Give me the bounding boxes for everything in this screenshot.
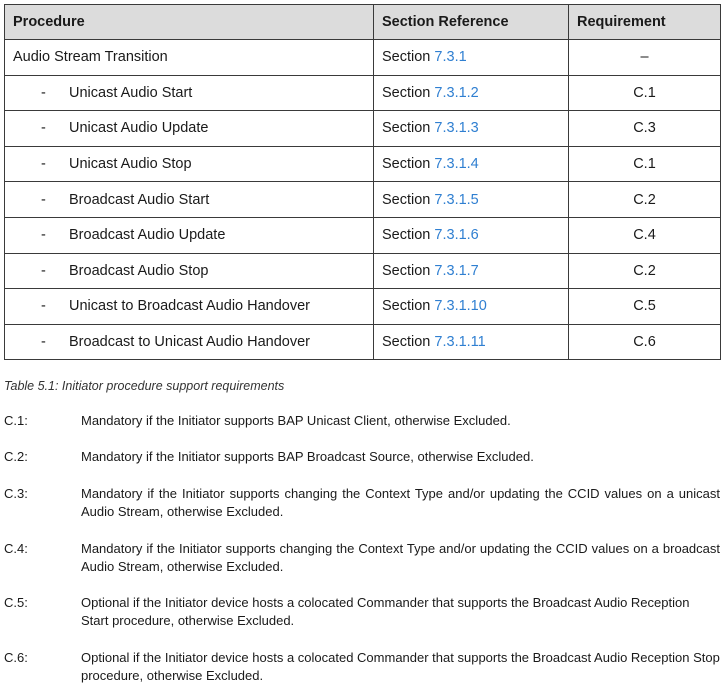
condition-text: Optional if the Initiator device hosts a colocated Commander that supports the Broadcast Audio Reception Start procedure, otherwise Excluded. — [81, 595, 690, 628]
section-cell — [374, 40, 569, 76]
list-dash: - — [41, 191, 46, 208]
condition-text: Mandatory if the Initiator supports changing the Context Type and/or updating the CCID values on a broadcast Audio Stream, otherwise Excluded. — [81, 541, 720, 574]
requirement-cell: – — [569, 40, 721, 76]
section-prefix: Section — [382, 49, 431, 66]
table-row — [5, 289, 721, 325]
condition-code: C.3: — [4, 486, 28, 501]
table-row — [5, 182, 721, 218]
procedure-name: Unicast to Broadcast Audio Handover — [69, 298, 310, 315]
section-link[interactable]: 7.3.1.6 — [434, 227, 479, 244]
requirement-cell: C.6 — [569, 324, 721, 360]
condition-code: C.5: — [4, 595, 28, 610]
list-dash: - — [41, 298, 46, 315]
list-dash: - — [41, 227, 46, 244]
requirement-column-header: Requirement — [569, 5, 721, 40]
table-row — [5, 40, 721, 76]
list-dash: - — [41, 262, 46, 279]
section-link[interactable]: 7.3.1.10 — [434, 298, 487, 315]
procedure-name: Broadcast Audio Update — [69, 227, 226, 244]
section-prefix: Section — [382, 227, 431, 244]
list-dash: - — [41, 84, 46, 101]
list-dash: - — [41, 334, 46, 351]
procedure-requirements-table — [4, 4, 721, 360]
requirement-cell: C.1 — [569, 146, 721, 182]
procedure-cell — [5, 289, 374, 325]
section-cell — [374, 217, 569, 253]
condition-text: Mandatory if the Initiator supports BAP Unicast Client, otherwise Excluded. — [81, 413, 511, 428]
section-link[interactable]: 7.3.1 — [434, 49, 467, 66]
procedure-cell — [5, 182, 374, 218]
condition-code: C.2: — [4, 449, 28, 464]
section-prefix: Section — [382, 120, 431, 137]
condition-code: C.1: — [4, 413, 28, 428]
section-prefix: Section — [382, 156, 431, 173]
section-link[interactable]: 7.3.1.5 — [434, 191, 479, 208]
section-link[interactable]: 7.3.1.3 — [434, 120, 479, 137]
section-link[interactable]: 7.3.1.11 — [434, 334, 486, 351]
table-header-row — [5, 5, 721, 40]
section-cell — [374, 182, 569, 218]
procedure-cell — [5, 75, 374, 111]
requirement-cell: C.2 — [569, 182, 721, 218]
condition-note — [4, 594, 720, 630]
condition-note — [4, 485, 720, 521]
procedure-cell — [5, 111, 374, 147]
condition-note — [4, 412, 720, 430]
procedure-column-header: Procedure — [5, 5, 374, 40]
section-cell — [374, 289, 569, 325]
section-prefix: Section — [382, 334, 431, 351]
procedure-name: Broadcast Audio Stop — [69, 262, 209, 279]
table-row — [5, 111, 721, 147]
section-column-header: Section Reference — [374, 5, 569, 40]
requirement-cell: C.1 — [569, 75, 721, 111]
table-row — [5, 217, 721, 253]
table-row — [5, 75, 721, 111]
section-link[interactable]: 7.3.1.7 — [434, 262, 479, 279]
requirement-cell: C.2 — [569, 253, 721, 289]
table-row — [5, 146, 721, 182]
table-row — [5, 324, 721, 360]
table-caption: Table 5.1: Initiator procedure support requirements — [4, 379, 285, 393]
condition-code: C.4: — [4, 541, 28, 556]
requirement-cell: C.3 — [569, 111, 721, 147]
condition-code: C.6: — [4, 650, 28, 665]
section-link[interactable]: 7.3.1.4 — [434, 156, 479, 173]
section-cell — [374, 253, 569, 289]
condition-note — [4, 540, 720, 576]
section-cell — [374, 111, 569, 147]
procedure-name: Broadcast Audio Start — [69, 191, 210, 208]
requirement-cell: C.4 — [569, 217, 721, 253]
condition-note — [4, 448, 720, 466]
section-prefix: Section — [382, 84, 431, 101]
procedure-cell — [5, 217, 374, 253]
section-cell — [374, 75, 569, 111]
section-cell — [374, 324, 569, 360]
section-prefix: Section — [382, 298, 431, 315]
procedure-name: Unicast Audio Update — [69, 120, 209, 137]
section-prefix: Section — [382, 262, 431, 279]
procedure-cell — [5, 146, 374, 182]
condition-text: Mandatory if the Initiator supports BAP Broadcast Source, otherwise Excluded. — [81, 449, 534, 464]
list-dash: - — [41, 156, 46, 173]
procedure-name: Broadcast to Unicast Audio Handover — [69, 334, 310, 351]
procedure-name: Audio Stream Transition — [13, 49, 168, 66]
procedure-cell — [5, 40, 374, 76]
section-prefix: Section — [382, 191, 431, 208]
condition-text: Optional if the Initiator device hosts a colocated Commander that supports the Broadcast Audio Reception Stop procedure, otherwise Excluded. — [81, 650, 720, 683]
procedure-cell — [5, 324, 374, 360]
section-link[interactable]: 7.3.1.2 — [434, 84, 479, 101]
procedure-name: Unicast Audio Start — [69, 84, 193, 101]
section-cell — [374, 146, 569, 182]
list-dash: - — [41, 120, 46, 137]
condition-note — [4, 649, 720, 685]
procedure-cell — [5, 253, 374, 289]
procedure-name: Unicast Audio Stop — [69, 156, 192, 173]
table-row — [5, 253, 721, 289]
requirement-cell: C.5 — [569, 289, 721, 325]
condition-text: Mandatory if the Initiator supports changing the Context Type and/or updating the CCID values on a unicast Audio Stream, otherwise Excluded. — [81, 486, 720, 519]
